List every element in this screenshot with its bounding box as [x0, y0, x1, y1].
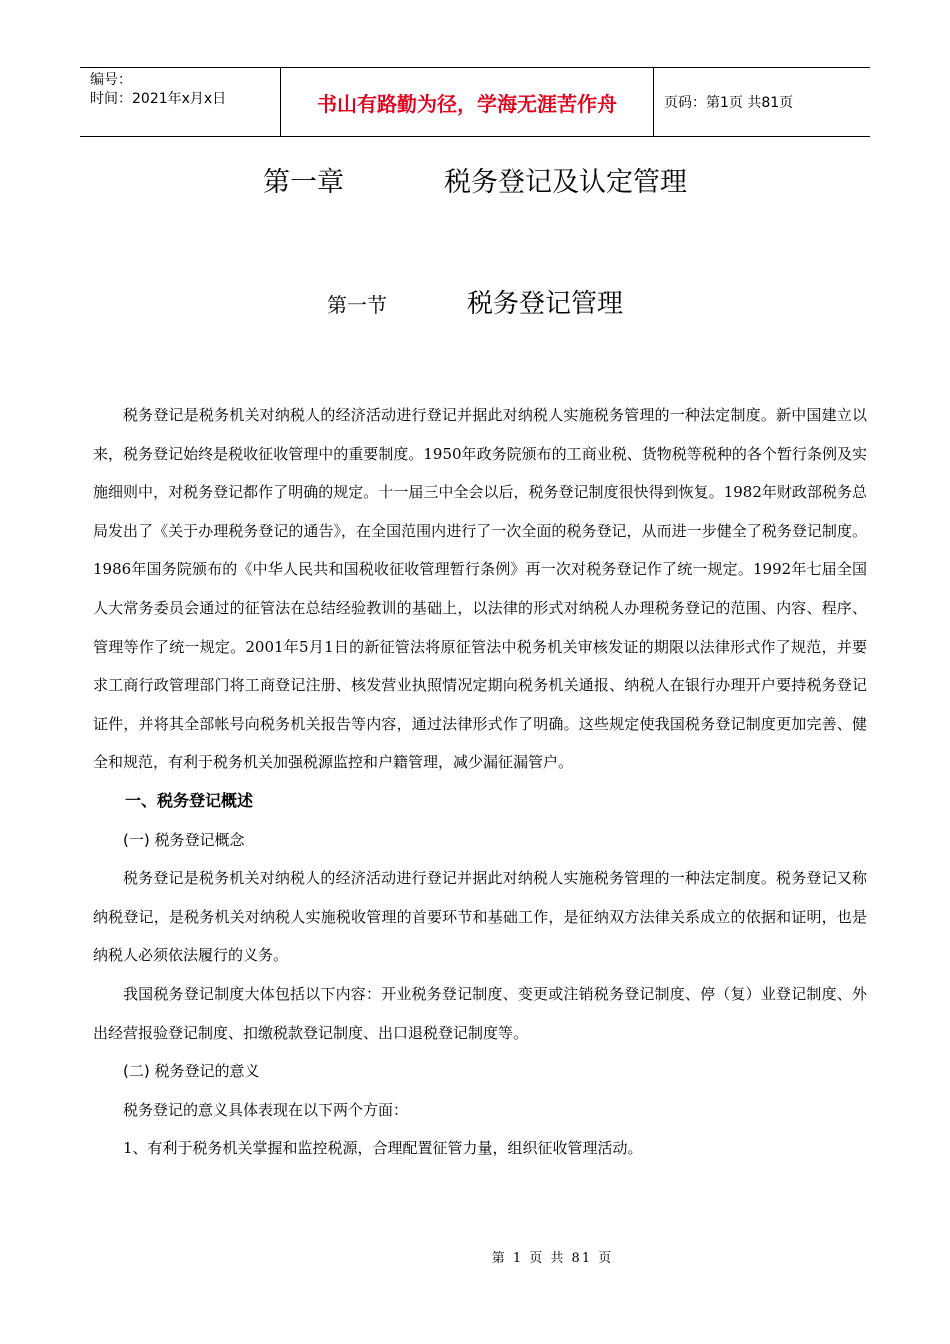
time-label: 时间：2021年x月x日 [90, 91, 227, 107]
heading-overview: 一、税务登记概述 [125, 790, 254, 810]
paragraph-intro: 税务登记是税务机关对纳税人的经济活动进行登记并据此对纳税人实施税务管理的一种法定制度。新中国建立以来，税务登记始终是税收征收管理中的重要制度。1950年政务院颁布的工商业税、货物税等税种的各个暂行条例及实施细则中，对税务登记都作了明确的规定。十一届三中全会以后，税务登记制度很快得到恢复。1982年财政部税务总局发出了《关于办理税务登记的通告》，在全国范围内进行了一次全面的税务登记，从而进一步健全了税务登记制度。1986年国务院颁布的《中华人民共和国税收征收管理暂行条例》再一次对税务登记作了统一规定。1992年七届全国人大常务委员会通过的征管法在总结经验教训的基础上，以法律的形式对纳税人办理税务登记的范围、内容、程序、管理等作了统一规定。2001年5月1日的新征管法将原征管法中税务机关审核发证的期限以法律形式作了规范，并要求工商行政管理部门将工商登记注册、核发营业执照情况定期向税务机关通报、纳税人在银行办理开户要持税务登记证件，并将其全部帐号向税务机关报告等内容，通过法律形式作了明确。这些规定使我国税务登记制度更加完善、健全和规范，有利于税务机关加强税源监控和户籍管理，减少漏征漏管户。 [93, 406, 867, 772]
paragraph-significance-intro: 税务登记的意义具体表现在以下两个方面： [123, 1100, 409, 1119]
page-footer [0, 1247, 950, 1266]
section-number: 第一节 [326, 293, 387, 317]
header-motto-cell [281, 68, 654, 136]
chapter-title [0, 160, 950, 199]
chapter-name: 税务登记及认定管理 [444, 167, 687, 198]
section-name: 税务登记管理 [466, 289, 623, 319]
header-page-info: 页码：第1页 共81页 [664, 95, 794, 111]
paragraph-concept: 税务登记是税务机关对纳税人的经济活动进行登记并据此对纳税人实施税务管理的一种法定制度。税务登记又称纳税登记，是税务机关对纳税人实施税收管理的首要环节和基础工作，是征纳双方法律关系成立的依据和证明，也是纳税人必须依法履行的义务。 [93, 869, 867, 965]
chapter-number: 第一章 [263, 167, 344, 198]
section-title [0, 283, 950, 320]
heading-concept: (一) 税务登记概念 [123, 830, 245, 849]
heading-significance: (二) 税务登记的意义 [123, 1062, 260, 1081]
document-header [80, 67, 870, 137]
document-body [93, 396, 867, 1168]
motto-text: 书山有路勤为径，学海无涯苦作舟 [317, 91, 617, 116]
paragraph-significance-1: 1、有利于税务机关掌握和监控税源，合理配置征管力量，组织征收管理活动。 [123, 1139, 643, 1158]
footer-page-number: 第 1 页 共 81 页 [491, 1251, 614, 1266]
header-meta [80, 68, 281, 136]
paragraph-system-content: 我国税务登记制度大体包括以下内容：开业税务登记制度、变更或注销税务登记制度、停（复）业登记制度、外出经营报验登记制度、扣缴税款登记制度、出口退税登记制度等。 [93, 984, 867, 1042]
number-label: 编号： [90, 72, 132, 88]
